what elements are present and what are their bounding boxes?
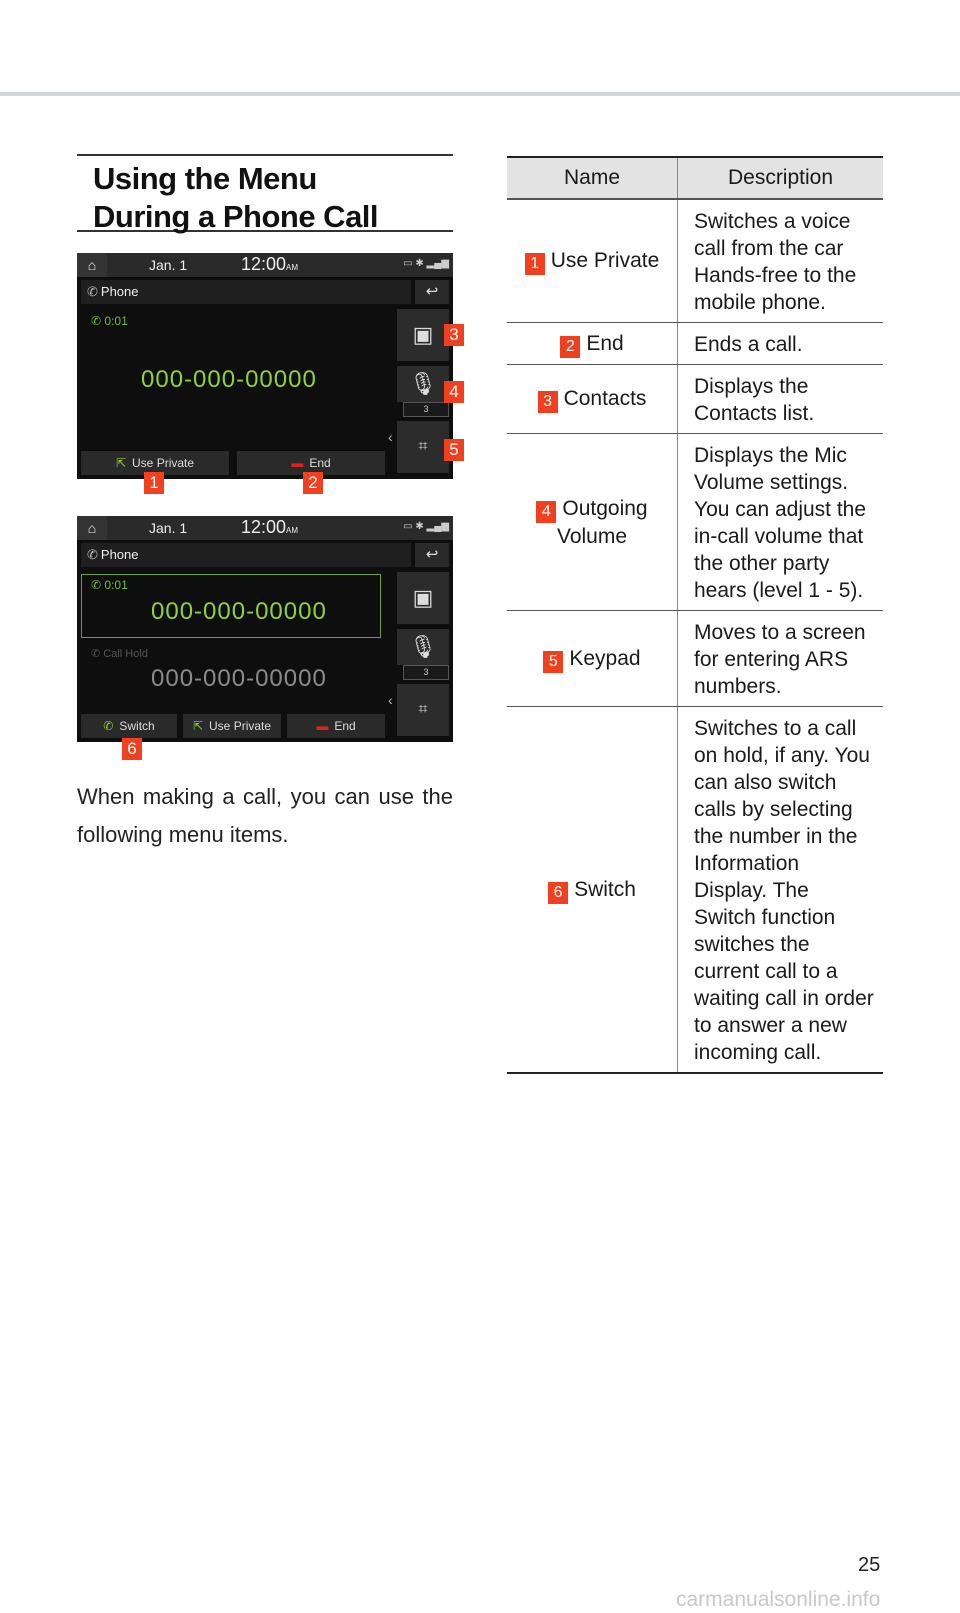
number-badge: 1 — [525, 253, 545, 275]
row-description: Switches to a call on hold, if any. You can also switch calls by selecting the number in the Information Display. The Switch function switches the current call to a waiting call in order to answer a new incoming call. — [678, 707, 884, 1074]
badge-3: 3 — [444, 324, 464, 346]
row-name: 1 Use Private — [507, 199, 678, 323]
phone-call-screen-2 — [77, 516, 453, 742]
home-icon[interactable]: ⌂ — [77, 516, 107, 540]
handoff-icon: ⇱ — [115, 456, 127, 470]
end-call-icon: ▬ — [291, 456, 304, 470]
top-rule — [0, 92, 960, 96]
hold-icon: ✆ — [91, 648, 104, 660]
row-name: 6 Switch — [507, 707, 678, 1074]
table-header-row — [507, 157, 883, 199]
chevron-left-icon[interactable]: ‹ — [388, 429, 393, 445]
status-bar — [77, 253, 453, 277]
home-icon[interactable]: ⌂ — [77, 253, 107, 277]
handoff-icon: ⇱ — [192, 719, 204, 733]
number-badge: 3 — [538, 391, 558, 413]
call-hold-label[interactable]: ✆ Call Hold — [91, 648, 148, 660]
end-button[interactable]: ▬ End — [237, 451, 385, 475]
status-icons: ▭ ✱ ▂▄▆ — [403, 521, 449, 532]
section-heading — [77, 154, 453, 232]
phone-icon: ✆ — [87, 547, 98, 562]
row-name: 3 Contacts — [507, 365, 678, 434]
mic-volume-icon[interactable]: 🎙 — [397, 629, 449, 665]
call-number: 000-000-00000 — [141, 366, 317, 393]
table-row — [507, 434, 883, 611]
name-column-header: Name — [507, 157, 678, 199]
back-icon[interactable]: ↩ — [415, 543, 449, 567]
status-date: Jan. 1 — [149, 520, 188, 536]
badge-6: 6 — [122, 738, 142, 760]
row-name: 5 Keypad — [507, 611, 678, 707]
row-name: 2 End — [507, 323, 678, 365]
row-description: Displays the Mic Volume settings. You can adjust the in-call volume that the other party hears (level 1 - 5). — [678, 434, 884, 611]
status-time: 12:00AM — [241, 254, 299, 274]
call-icon: ✆ — [91, 578, 105, 592]
keypad-icon[interactable]: ⌗ — [397, 684, 449, 736]
volume-level: 3 — [403, 665, 449, 680]
status-bar — [77, 516, 453, 540]
page-number: 25 — [858, 1554, 881, 1576]
chevron-left-icon[interactable]: ‹ — [388, 692, 393, 708]
volume-level: 3 — [403, 402, 449, 417]
call-icon: ✆ — [91, 314, 105, 328]
number-badge: 2 — [560, 336, 580, 358]
active-call-number: 000-000-00000 — [151, 598, 327, 625]
mic-volume-icon[interactable]: 🎙 — [397, 366, 449, 402]
row-description: Ends a call. — [678, 323, 884, 365]
use-private-button[interactable]: ⇱ Use Private — [183, 714, 281, 738]
heading-line-2: During a Phone Call — [93, 199, 379, 234]
row-description: Moves to a screen for entering ARS numbers. — [678, 611, 884, 707]
title-label: Phone — [100, 284, 139, 299]
row-description: Displays the Contacts list. — [678, 365, 884, 434]
title-bar — [81, 280, 411, 304]
phone-call-screen-1 — [77, 253, 453, 479]
status-date: Jan. 1 — [149, 257, 188, 273]
number-badge: 4 — [536, 501, 556, 523]
call-timer: ✆ 0:01 — [91, 314, 128, 328]
table-row — [507, 611, 883, 707]
table-row — [507, 323, 883, 365]
badge-5: 5 — [444, 439, 464, 461]
use-private-button[interactable]: ⇱ Use Private — [81, 451, 229, 475]
table-row — [507, 707, 883, 1074]
menu-items-table — [507, 156, 883, 1074]
number-badge: 6 — [548, 882, 568, 904]
back-icon[interactable]: ↩ — [415, 280, 449, 304]
title-bar — [81, 543, 411, 567]
contacts-icon[interactable]: ▣ — [397, 309, 449, 361]
end-call-icon: ▬ — [316, 719, 329, 733]
status-time: 12:00AM — [241, 517, 299, 537]
row-name: 4 Outgoing Volume — [507, 434, 678, 611]
end-button[interactable]: ▬ End — [287, 714, 385, 738]
badge-4: 4 — [444, 381, 464, 403]
contacts-icon[interactable]: ▣ — [397, 572, 449, 624]
status-icons: ▭ ✱ ▂▄▆ — [403, 258, 449, 269]
badge-1: 1 — [144, 472, 164, 494]
held-call-number[interactable]: 000-000-00000 — [151, 665, 327, 692]
table-row — [507, 365, 883, 434]
row-description: Switches a voice call from the car Hands-free to the mobile phone. — [678, 199, 884, 323]
intro-paragraph: When making a call, you can use the following menu items. — [77, 784, 453, 847]
table-row — [507, 199, 883, 323]
badge-2: 2 — [303, 472, 323, 494]
phone-icon: ✆ — [87, 284, 98, 299]
call-timer: ✆ 0:01 — [91, 578, 128, 592]
watermark: carmanualsonline.info — [676, 1588, 881, 1611]
title-label: Phone — [100, 547, 139, 562]
switch-button[interactable]: ✆ Switch — [81, 714, 177, 738]
keypad-icon[interactable]: ⌗ — [397, 421, 449, 473]
description-column-header: Description — [678, 157, 884, 199]
heading-line-1: Using the Menu — [93, 161, 317, 196]
number-badge: 5 — [543, 651, 563, 673]
switch-icon: ✆ — [103, 719, 114, 733]
